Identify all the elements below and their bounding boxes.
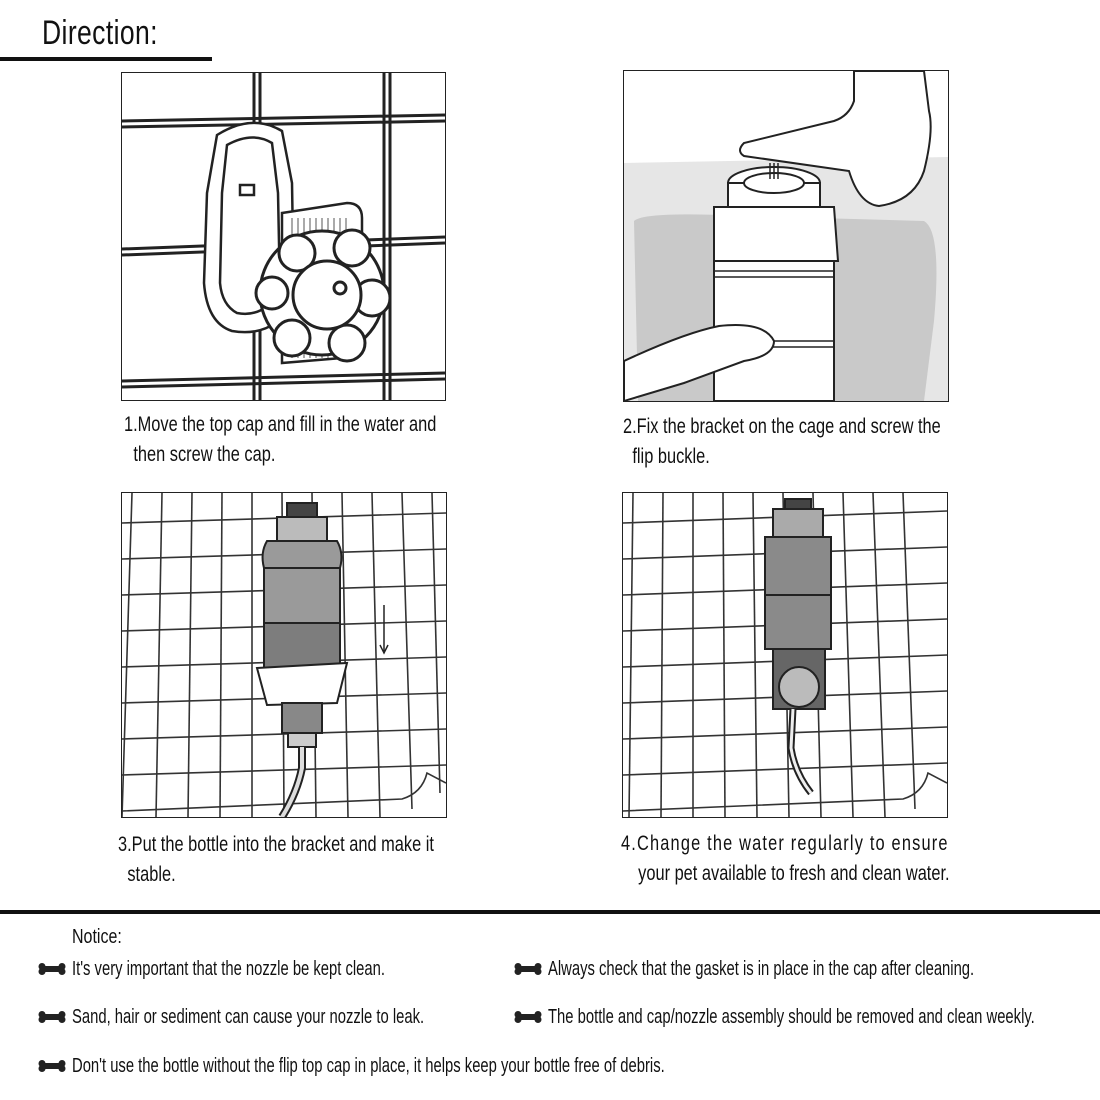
step-3-line-2: stable. [127,863,176,886]
step-4-illustration [622,492,948,818]
notice-text: Always check that the gasket is in place in the cap after cleaning. [548,957,975,980]
page-title: Direction: [42,14,158,52]
step-1-line-1: 1.Move the top cap and fill in the water and [124,413,437,436]
step-3-line-1: 3.Put the bottle into the bracket and make it [118,833,434,856]
notice-item [38,956,495,982]
step-2-caption [623,412,941,472]
step-3-illustration [121,492,447,818]
notice-text: It's very important that the nozzle be kept clean. [72,957,385,980]
step-4-line-1: 4.Change the water regularly to ensure [621,832,949,855]
notice-text: The bottle and cap/nozzle assembly should be removed and clean weekly. [548,1005,1035,1028]
step-2-line-2: flip buckle. [632,445,710,468]
step-3-caption [118,830,434,890]
notice-item [38,1053,873,1079]
step-1-illustration [121,72,446,401]
notice-item [514,1004,1100,1030]
bone-bullet-icon [38,963,66,975]
step-2-illustration [623,70,949,402]
step-1-caption [124,410,436,470]
notice-item [38,1004,548,1030]
section-divider [0,910,1100,914]
notice-item [514,956,1100,982]
step-4-caption [621,829,950,889]
bone-bullet-icon [514,1011,542,1023]
step-4-line-2: your pet available to fresh and clean water. [638,862,950,885]
step-2-line-1: 2.Fix the bracket on the cage and screw the [623,415,941,438]
title-underline [0,57,212,61]
step-1-line-2: then screw the cap. [133,443,276,466]
notice-text: Sand, hair or sediment can cause your nozzle to leak. [72,1005,425,1028]
bone-bullet-icon [38,1011,66,1023]
notice-heading: Notice: [72,926,122,948]
notice-text: Don't use the bottle without the flip top cap in place, it helps keep your bottle free of debris. [72,1054,665,1077]
bone-bullet-icon [38,1060,66,1072]
bone-bullet-icon [514,963,542,975]
